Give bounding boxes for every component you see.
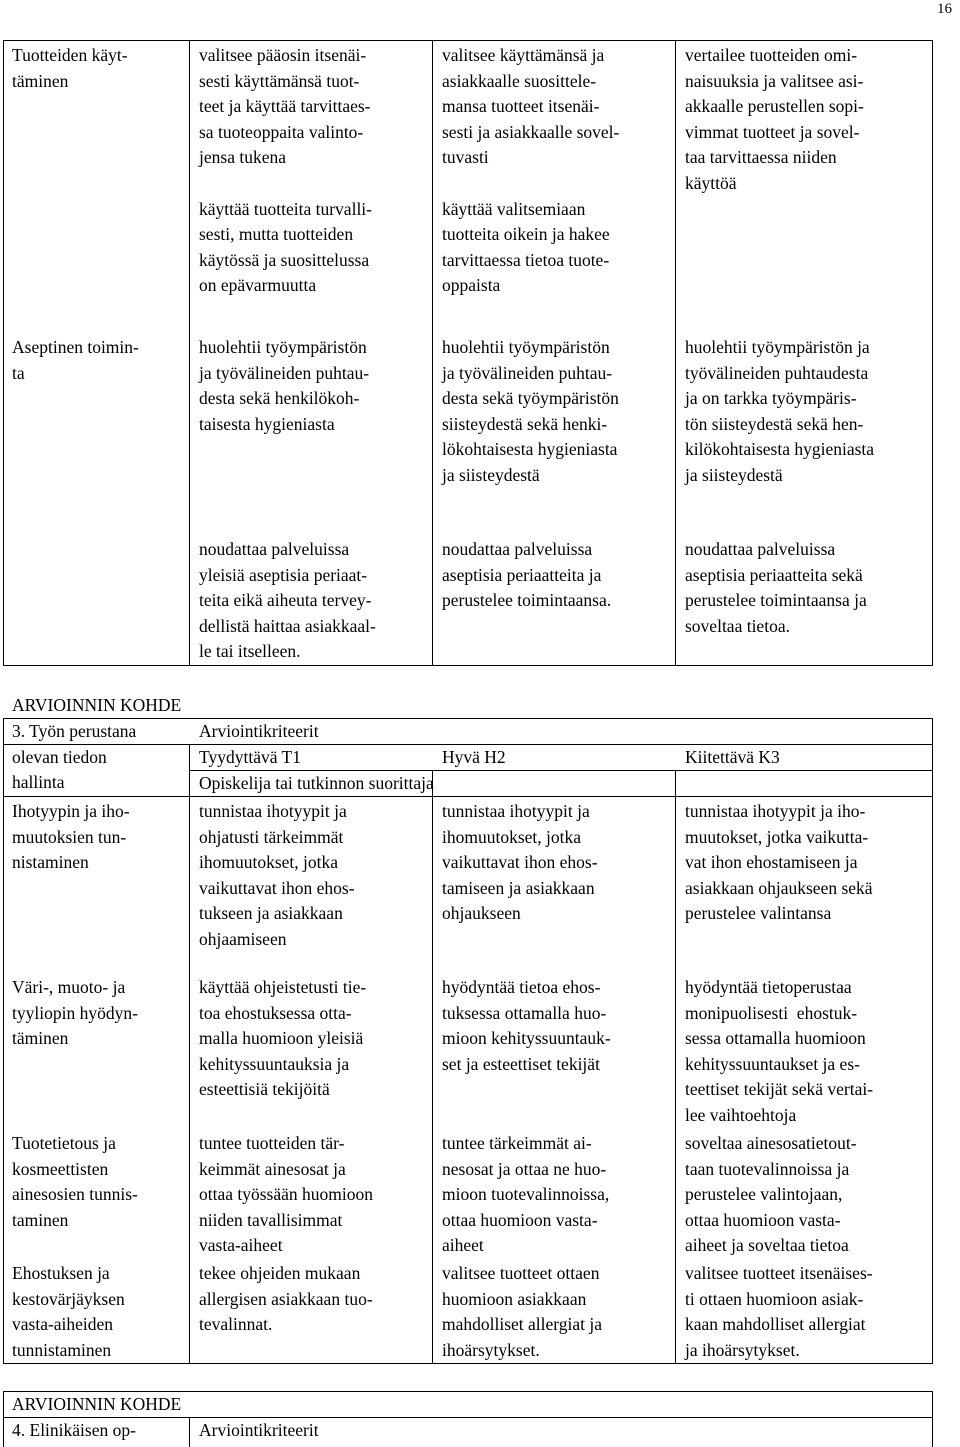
criteria-h2: huolehtii työympäristön ja työvälineiden puhtau- desta sekä työympäristön siisteydestä sekä henki- lökohtaisesta hygieniasta ja siisteydestä (442, 337, 619, 485)
criteria-label: Arviointikriteerit (199, 721, 319, 741)
row-label: Ihotyypin ja iho- muutoksien tun- nistaminen (12, 801, 130, 873)
criteria-k3: huolehtii työympäristön ja työvälineiden puhtaudesta ja on tarkka työympäris- tön siisteydestä sekä hen- kilökohtaisesta hygieniasta ja siisteydestä (685, 337, 875, 485)
criteria-h2: valitsee tuotteet ottaen huomioon asiakkaan mahdolliset allergiat ja ihoärsytykset. (442, 1263, 603, 1360)
criteria-h2: valitsee käyttämänsä ja asiakkaalle suosittele- mansa tuotteet itsenäi- sesti ja asiakkaalle sovel- tuvasti käyttää valitsemiaan tuotteita oikein ja hakee tarvittaessa tietoa tuote- oppaista (442, 45, 620, 296)
criteria-h2: tuntee tärkeimmät ai- nesosat ja ottaa ne huo- mioon tuotevalinnoissa, ottaa huomioon vasta- aiheet (442, 1133, 610, 1256)
criteria-k3: noudattaa palveluissa aseptisia periaatteita sekä perustelee toimintaansa ja soveltaa tietoa. (685, 539, 867, 636)
criteria-t1: noudattaa palveluissa yleisiä aseptisia periaat- teita eikä aiheuta tervey- dellistä haittaa asiakkaal- le tai itselleen. (199, 539, 376, 662)
assessment-target: 4. Elinikäisen op- (12, 1420, 136, 1440)
criteria-k3: tunnistaa ihotyypit ja iho- muutokset, jotka vaikutta- vat ihon ehostamiseen ja asiakkaan ohjaukseen sekä perustelee valintansa (685, 801, 873, 924)
row-label: Ehostuksen ja kestovärjäyksen vasta-aiheiden tunnistaminen (12, 1263, 125, 1360)
grade-t1-header: Tyydyttävä T1 (199, 747, 301, 767)
section-heading: ARVIOINNIN KOHDE (12, 695, 182, 715)
criteria-k3: vertailee tuotteiden omi- naisuuksia ja valitsee asi- akkaalle perustellen sopi- vimmat tuotteet ja sovel- taa tarvittaessa niiden käyttöä (685, 45, 864, 193)
criteria-t1: käyttää ohjeistetusti tie- toa ehostuksessa otta- malla huomioon yleisiä kehityssuuntauksia ja esteettisiä tekijöitä (199, 977, 367, 1100)
criteria-t1: tekee ohjeiden mukaan allergisen asiakkaan tuo- tevalinnat. (199, 1263, 373, 1335)
assessment-target: 3. Työn perustana olevan tiedon hallinta (12, 721, 137, 793)
criteria-h2: tunnistaa ihotyypit ja ihomuutokset, jotka vaikuttavat ihon ehos- tamiseen ja asiakkaan ohjaukseen (442, 801, 598, 924)
criteria-h2: hyödyntää tietoa ehos- tuksessa ottamalla huo- mioon kehityssuuntauk- set ja esteettiset tekijät (442, 977, 611, 1074)
page-number: 16 (937, 1, 952, 17)
row-label: Väri-, muoto- ja tyyliopin hyödyn- täminen (12, 977, 138, 1049)
grade-h2-header: Hyvä H2 (442, 747, 506, 767)
criteria-t1: huolehtii työympäristön ja työvälineiden puhtau- desta sekä henkilökoh- taisesta hygieniasta (199, 337, 370, 434)
criteria-h2: noudattaa palveluissa aseptisia periaatteita ja perustelee toimintaansa. (442, 539, 612, 611)
row-label: Tuotteiden käyt- täminen (12, 45, 128, 91)
criteria-k3: soveltaa ainesosatietout- taan tuotevalinnoissa ja perustelee valintojaan, ottaa huomioon vasta- aiheet ja soveltaa tietoa (685, 1133, 857, 1256)
criteria-t1: tuntee tuotteiden tär- keimmät ainesosat ja ottaa työssään huomioon niiden tavallisimmat vasta-aiheet (199, 1133, 374, 1256)
subject-label: Opiskelija tai tutkinnon suorittaja (199, 773, 434, 793)
criteria-k3: valitsee tuotteet itsenäises- ti ottaen huomioon asiak- kaan mahdolliset allergiat ja ihoärsytykset. (685, 1263, 873, 1360)
row-label: Aseptinen toimin- ta (12, 337, 139, 383)
criteria-t1: tunnistaa ihotyypit ja ohjatusti tärkeimmät ihomuutokset, jotka vaikuttavat ihon ehos- tukseen ja asiakkaan ohjaamiseen (199, 801, 355, 949)
row-label: Tuotetietous ja kosmeettisten ainesosien tunnis- taminen (12, 1133, 138, 1230)
criteria-k3: hyödyntää tietoperustaa monipuolisesti ehostuk- sessa ottamalla huomioon kehityssuuntaukset ja es- teettiset tekijät sekä vertai- lee vaihtoehtoja (685, 977, 874, 1125)
criteria-t1: valitsee pääosin itsenäi- sesti käyttämänsä tuot- teet ja käyttää tarvittaes- sa tuoteoppaita valinto- jensa tukena käyttää tuotteita turvalli- sesti, mutta tuotteiden käytössä ja suosittelussa on epävarmuutta (199, 45, 372, 296)
criteria-label: Arviointikriteerit (199, 1420, 319, 1440)
section-heading: ARVIOINNIN KOHDE (12, 1394, 182, 1414)
grade-k3-header: Kiitettävä K3 (685, 747, 780, 767)
